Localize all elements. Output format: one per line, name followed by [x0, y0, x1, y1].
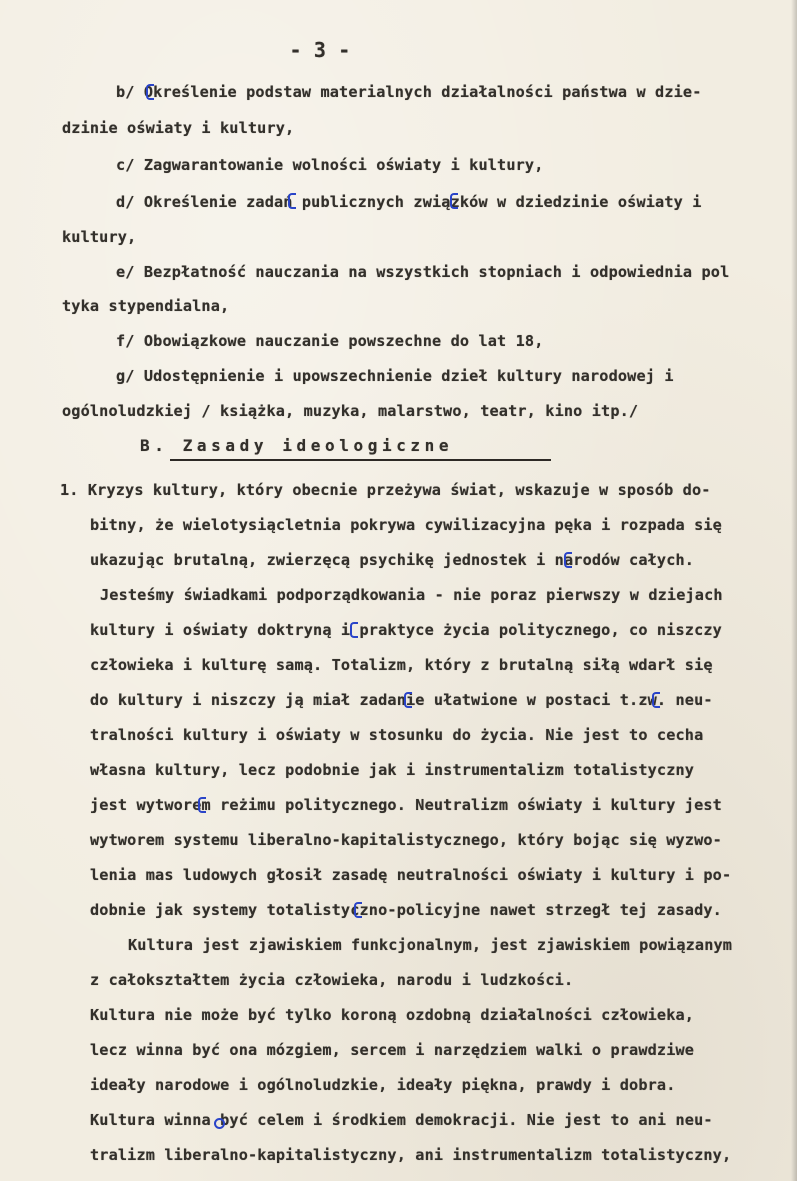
- text-line: Kultura jest zjawiskiem funkcjonalnym, jest zjawiskiem powiązanym: [128, 936, 733, 954]
- text-line: dobnie jak systemy totalistyczno-policyjne nawet strzegł tej zasady.: [90, 901, 722, 919]
- text-line: Jesteśmy świadkami podporządkowania - nie poraz pierwszy w dziejach: [100, 586, 723, 604]
- text-line: 1. Kryzys kultury, który obecnie przeżywa świat, wskazuje w sposób do-: [60, 481, 711, 499]
- text-line: jest wytworem reżimu politycznego. Neutralizm oświaty i kultury jest: [90, 796, 722, 814]
- text-line: kultury,: [62, 228, 137, 246]
- text-line: d/ Określenie zadań publicznych związków w dziedzinie oświaty i: [116, 193, 702, 211]
- text-line: Kultura nie może być tylko koroną ozdobną działalności człowieka,: [90, 1006, 695, 1024]
- text-line: lecz winna być ona mózgiem, sercem i narzędziem walki o prawdziwe: [90, 1041, 695, 1059]
- handwritten-correction-mark: [564, 552, 572, 568]
- text-line: f/ Obowiązkowe nauczanie powszechne do lat 18,: [116, 332, 544, 350]
- handwritten-correction-mark: [198, 797, 206, 813]
- text-line: c/ Zagwarantowanie wolności oświaty i kultury,: [116, 156, 544, 174]
- handwritten-correction-mark: [652, 692, 660, 708]
- text-line: b/ Określenie podstaw materialnych działalności państwa w dzie-: [116, 83, 702, 101]
- text-line: do kultury i niszczy ją miał zadanie ułatwione w postaci t.zw. neu-: [90, 691, 713, 709]
- text-line: ideały narodowe i ogólnoludzkie, ideały piękna, prawdy i dobra.: [90, 1076, 676, 1094]
- page-number: - 3 -: [289, 38, 351, 62]
- text-line: własna kultury, lecz podobnie jak i instrumentalizm totalistyczny: [90, 761, 695, 779]
- section-heading: B. Zasady ideologiczne: [140, 436, 454, 455]
- text-line: ogólnoludzkiej / książka, muzyka, malarstwo, teatr, kino itp./: [62, 402, 639, 420]
- text-line: kultury i oświaty doktryną i praktyce życia politycznego, co niszczy: [90, 621, 722, 639]
- text-line: bitny, że wielotysiącletnia pokrywa cywilizacyjna pęka i rozpada się: [90, 516, 722, 534]
- handwritten-correction-mark: [146, 84, 154, 100]
- handwritten-correction-mark: [214, 1118, 225, 1129]
- text-line: człowieka i kulturę samą. Totalizm, który z brutalną siłą wdarł się: [90, 656, 713, 674]
- handwritten-correction-mark: [404, 692, 412, 708]
- text-line: tralności kultury i oświaty w stosunku do życia. Nie jest to cecha: [90, 726, 704, 744]
- text-line: e/ Bezpłatność nauczania na wszystkich stopniach i odpowiednia pol: [116, 263, 730, 281]
- text-line: g/ Udostępnienie i upowszechnienie dzieł kultury narodowej i: [116, 367, 674, 385]
- text-line: tyka stypendialna,: [62, 297, 230, 315]
- text-line: wytworem systemu liberalno-kapitalistycznego, który bojąc się wyzwo-: [90, 831, 722, 849]
- text-line: lenia mas ludowych głosił zasadę neutralności oświaty i kultury i po-: [90, 866, 732, 884]
- handwritten-correction-mark: [354, 902, 362, 918]
- handwritten-correction-mark: [288, 193, 296, 209]
- heading-underline: [170, 459, 551, 461]
- text-line: Kultura winna być celem i środkiem demokracji. Nie jest to ani neu-: [90, 1111, 713, 1129]
- text-line: tralizm liberalno-kapitalistyczny, ani instrumentalizm totalistyczny,: [90, 1146, 732, 1164]
- text-line: ukazując brutalną, zwierzęcą psychikę jednostek i narodów całych.: [90, 551, 695, 569]
- handwritten-correction-mark: [450, 193, 458, 209]
- handwritten-correction-mark: [350, 622, 358, 638]
- text-line: z całokształtem życia człowieka, narodu i ludzkości.: [90, 971, 574, 989]
- text-line: dzinie oświaty i kultury,: [62, 119, 295, 137]
- page-edge-shadow: [791, 0, 797, 1181]
